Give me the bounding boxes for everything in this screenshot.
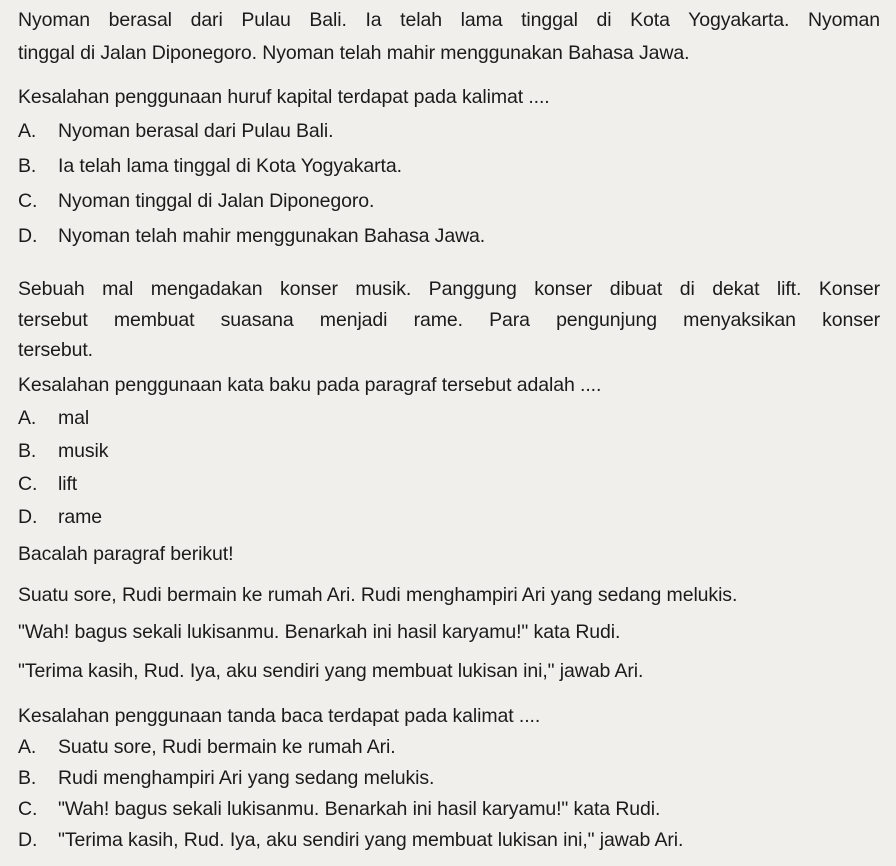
question-1-option-c [18,189,374,213]
option-text: "Terima kasih, Rud. Iya, aku sendiri yang membuat lukisan ini," jawab Ari. [58,829,684,851]
question-3-option-b [18,766,434,790]
question-3-option-c [18,797,660,821]
question-3-option-a [18,735,396,759]
question-1-option-a [18,119,333,143]
option-letter: C. [18,190,38,212]
option-text: lift [58,473,78,495]
option-text: Ia telah lama tinggal di Kota Yogyakarta. [58,155,402,177]
option-letter: A. [18,407,37,429]
option-letter: C. [18,798,38,820]
option-letter: D. [18,829,38,851]
passage-3-line-2: "Wah! bagus sekali lukisanmu. Benarkah ini hasil karyamu!" kata Rudi. [18,621,621,643]
question-3: Kesalahan penggunaan tanda baca terdapat pada kalimat .... [18,705,541,727]
passage-2-line-1: Sebuah mal mengadakan konser musik. Panggung konser dibuat di dekat lift. Konser [18,278,880,300]
option-letter: B. [18,155,37,177]
option-letter: C. [18,473,38,495]
option-text: Nyoman telah mahir menggunakan Bahasa Jawa. [58,225,486,247]
question-1: Kesalahan penggunaan huruf kapital terdapat pada kalimat .... [18,86,550,108]
option-text: Suatu sore, Rudi bermain ke rumah Ari. [58,736,396,758]
passage-1-line-2: tinggal di Jalan Diponegoro. Nyoman telah mahir menggunakan Bahasa Jawa. [18,42,690,64]
option-text: mal [58,407,90,429]
option-letter: B. [18,767,37,789]
option-text: Rudi menghampiri Ari yang sedang melukis. [58,767,435,789]
question-3-option-d [18,828,683,852]
question-1-option-d [18,224,485,248]
option-letter: A. [18,736,37,758]
option-text: musik [58,440,109,462]
option-letter: D. [18,506,38,528]
question-2-option-a [18,406,89,430]
option-text: Nyoman tinggal di Jalan Diponegoro. [58,190,375,212]
option-text: "Wah! bagus sekali lukisanmu. Benarkah ini hasil karyamu!" kata Rudi. [58,798,661,820]
option-letter: D. [18,225,38,247]
option-letter: B. [18,440,37,462]
passage-2-line-2: tersebut membuat suasana menjadi rame. Para pengunjung menyaksikan konser [18,309,880,331]
question-2-option-b [18,439,108,463]
question-2: Kesalahan penggunaan kata baku pada paragraf tersebut adalah .... [18,374,602,396]
question-2-option-d [18,505,102,529]
passage-3-line-3: "Terima kasih, Rud. Iya, aku sendiri yang membuat lukisan ini," jawab Ari. [18,660,644,682]
passage-2-line-3: tersebut. [18,339,93,361]
question-2-option-c [18,472,77,496]
option-letter: A. [18,120,37,142]
option-text: rame [58,506,103,528]
passage-1-line-1: Nyoman berasal dari Pulau Bali. Ia telah lama tinggal di Kota Yogyakarta. Nyoman [18,9,880,31]
passage-3-line-1: Suatu sore, Rudi bermain ke rumah Ari. Rudi menghampiri Ari yang sedang melukis. [18,584,738,606]
question-1-option-b [18,154,402,178]
option-text: Nyoman berasal dari Pulau Bali. [58,120,334,142]
instruction-3: Bacalah paragraf berikut! [18,543,234,565]
